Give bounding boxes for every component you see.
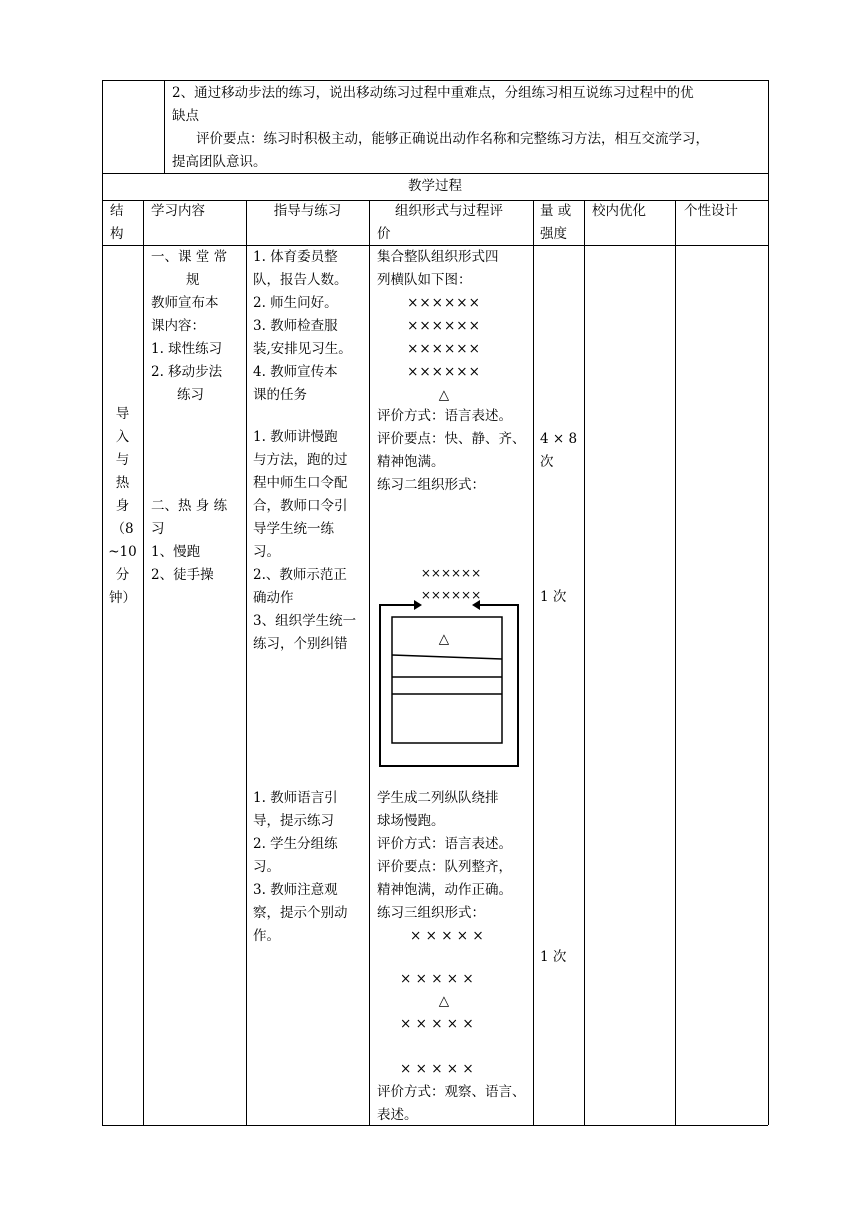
struct-text: 钟） [109, 590, 136, 606]
amount-text: 次 [540, 454, 554, 470]
header-optimize: 校内优化 [592, 203, 646, 219]
guide-text: 与方法，跑的过 [253, 452, 348, 468]
struct-text: （8 [111, 521, 134, 537]
header-struct-2: 构 [110, 226, 124, 242]
content-text: 练习 [177, 387, 204, 403]
guide-text: 4. 教师宣传本 [253, 364, 338, 380]
formation-row: ×××××× [407, 364, 481, 380]
formation-row: ×××××× [407, 318, 481, 334]
org-text: 评价要点：队列整齐， [377, 859, 512, 875]
content-text: 二、热 身 练 [151, 498, 228, 514]
guide-text: 装,安排见习生。 [253, 341, 352, 357]
content-text: 1. 球性练习 [151, 341, 223, 357]
guide-text: 1. 教师语言引 [253, 790, 338, 806]
header-content: 学习内容 [151, 203, 205, 219]
guide-text: 2. 学生分组练 [253, 836, 338, 852]
struct-text: 与 [115, 452, 130, 468]
guide-text: 3、组织学生统一 [253, 613, 357, 629]
struct-text: 导 [115, 406, 130, 422]
run-row: ×××××× [420, 588, 482, 602]
goal-2-line-2: 缺点 [172, 108, 199, 124]
header-guide: 指导与练习 [273, 203, 342, 219]
guide-text: 作。 [253, 928, 280, 944]
header-org-1: 组织形式与过程评 [395, 203, 503, 219]
guide-text: 课的任务 [253, 387, 307, 403]
struct-text: 入 [115, 429, 130, 445]
content-text: 1、慢跑 [151, 544, 201, 560]
formation-row: ×××××× [407, 341, 481, 357]
eval-line-1: 评价要点：练习时积极主动，能够正确说出动作名称和完整练习方法，相互交流学习， [196, 131, 709, 147]
run-row: ×××××× [420, 566, 482, 580]
org-text: 练习三组织形式： [377, 905, 485, 921]
content-text: 2、徒手操 [151, 567, 214, 583]
guide-text: 合，教师口令引 [253, 498, 348, 514]
org-text: 学生成二列纵队绕排 [377, 790, 499, 806]
guide-text: 1. 体育委员整 [253, 249, 338, 265]
guide-text: 练习，个别纠错 [253, 636, 348, 652]
amount-text: 4 × 8 [540, 431, 578, 447]
court-teacher-triangle-icon: △ [438, 631, 450, 647]
content-text: 习 [151, 521, 165, 537]
org-text: 评价方式：语言表述。 [377, 836, 512, 852]
amount-text: 1 次 [540, 589, 567, 605]
org-text: 集合整队组织形式四 [377, 249, 499, 265]
guide-text: 程中师生口令配 [253, 475, 348, 491]
header-amount-1: 量 或 [540, 203, 572, 219]
content-text: 一、课 堂 常 [151, 249, 228, 265]
struct-text: ~10 [108, 544, 137, 560]
section-title: 教学过程 [408, 178, 462, 194]
org-text: 精神饱满，动作正确。 [377, 882, 512, 898]
header-struct-1: 结 [110, 203, 124, 219]
guide-text: 队，报告人数。 [253, 272, 348, 288]
grid-row: × × × × × [400, 1061, 474, 1077]
org-text: 表述。 [377, 1107, 418, 1123]
amount-text: 1 次 [540, 949, 567, 965]
guide-text: 导，提示练习 [253, 813, 334, 829]
formation-row: ×××××× [407, 295, 481, 311]
teacher-triangle-icon: △ [438, 387, 450, 403]
guide-text: 习。 [253, 859, 280, 875]
content-text: 教师宣布本 [151, 295, 219, 311]
org-text: 精神饱满。 [377, 454, 445, 470]
org-text: 评价方式：观察、语言、 [377, 1084, 526, 1100]
grid-row: × × × × × [410, 928, 484, 944]
struct-text: 分 [115, 567, 130, 583]
org-text: 评价方式：语言表述。 [377, 408, 512, 424]
court-line [392, 655, 502, 659]
struct-text: 身 [115, 498, 130, 514]
eval-line-2: 提高团队意识。 [172, 154, 267, 170]
guide-text: 2.、教师示范正 [253, 567, 347, 583]
guide-text: 2. 师生问好。 [253, 295, 338, 311]
header-org-2: 价 [377, 226, 391, 242]
org-text: 练习二组织形式： [377, 477, 485, 493]
content-text: 课内容： [151, 318, 205, 334]
arrow-left-icon [414, 600, 422, 610]
goal-2-line-1: 2、通过移动步法的练习，说出移动练习过程中重难点，分组练习相互说练习过程中的优 [172, 85, 694, 101]
org-text: 列横队如下图： [377, 272, 472, 288]
org-text: 评价要点：快、静、齐、 [377, 431, 526, 447]
header-personal: 个性设计 [684, 203, 738, 219]
guide-text: 习。 [253, 544, 280, 560]
grid-row: × × × × × [400, 971, 474, 987]
content-text: 2. 移动步法 [151, 364, 223, 380]
guide-text: 3. 教师检查服 [253, 318, 338, 334]
arrow-right-icon [472, 600, 480, 610]
guide-text: 3. 教师注意观 [253, 882, 338, 898]
content-text: 规 [186, 272, 200, 288]
grid-teacher-triangle-icon: △ [438, 993, 450, 1009]
guide-text: 导学生统一练 [253, 521, 334, 537]
header-amount-2: 强度 [540, 226, 567, 242]
guide-text: 确动作 [253, 590, 294, 606]
struct-text: 热 [115, 475, 130, 491]
grid-row: × × × × × [400, 1016, 474, 1032]
guide-text: 察，提示个别动 [253, 905, 348, 921]
guide-text: 1. 教师讲慢跑 [253, 429, 338, 445]
org-text: 球场慢跑。 [377, 813, 445, 829]
